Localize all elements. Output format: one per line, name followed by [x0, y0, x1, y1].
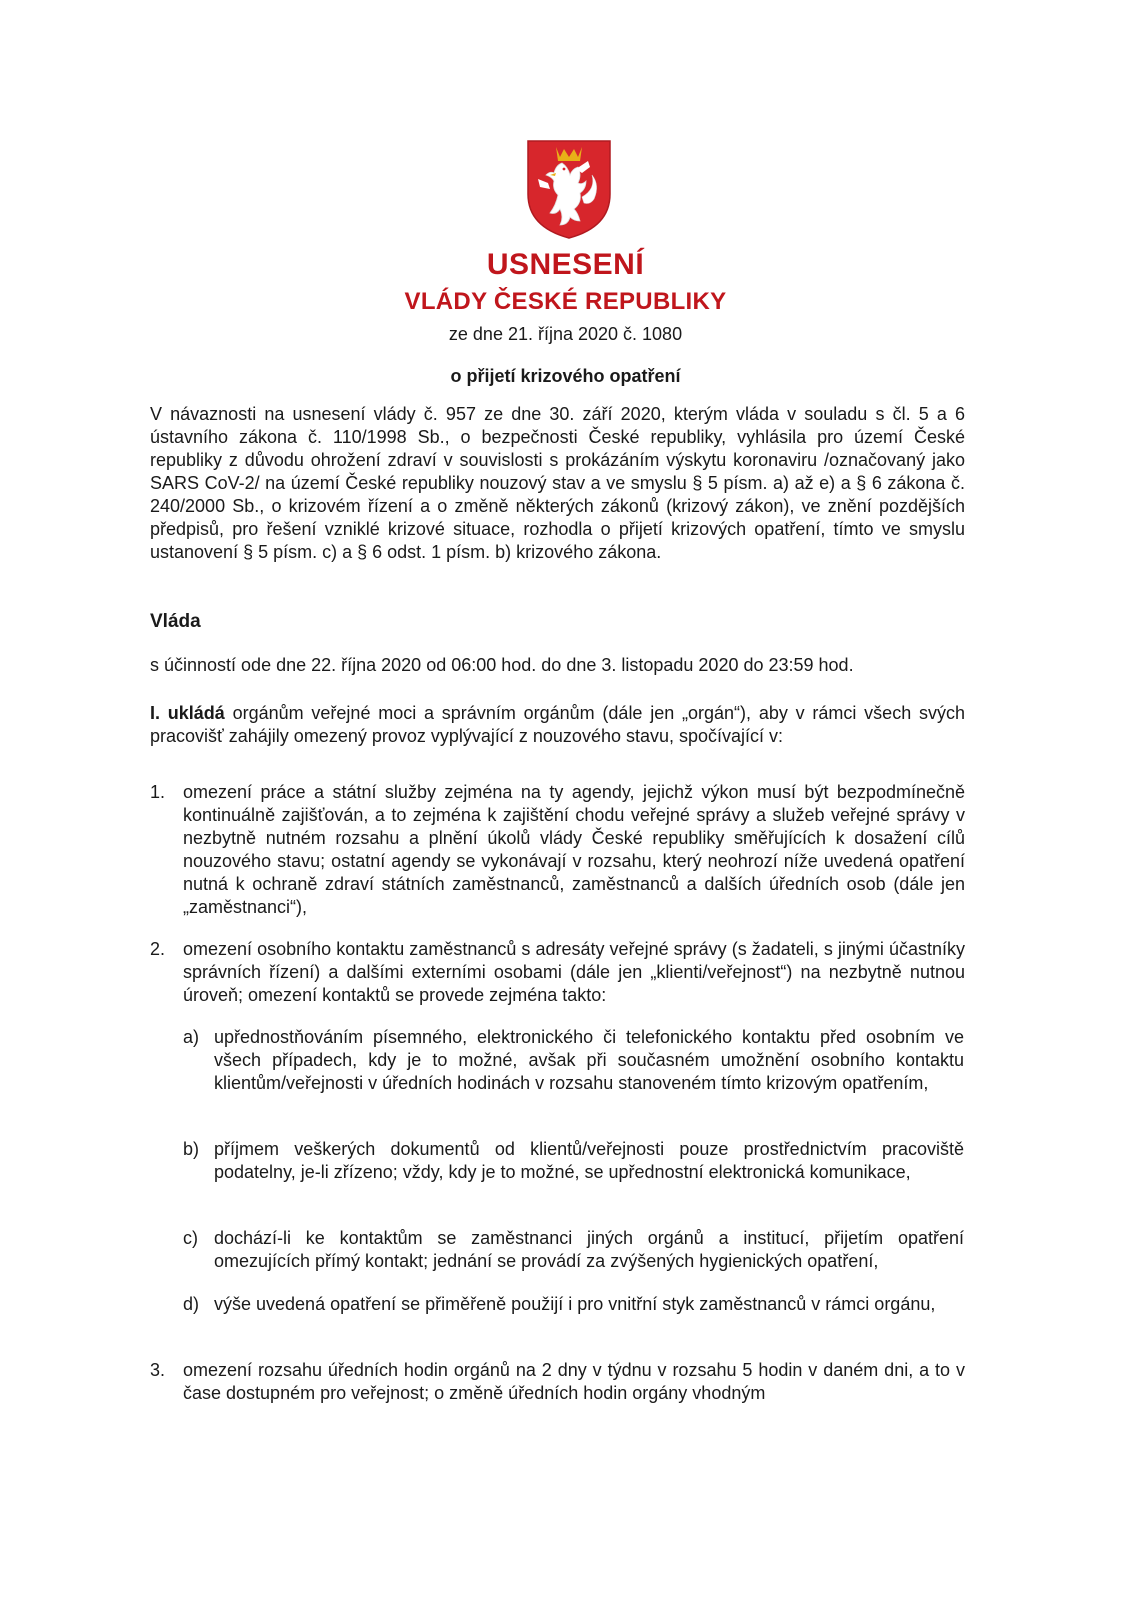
section-i-paragraph [150, 702, 965, 748]
item-number: 3. [150, 1360, 166, 1380]
section-i-lead: I. ukládá [150, 703, 225, 723]
subitem-label: d) [183, 1294, 200, 1314]
document-subtitle: VLÁDY ČESKÉ REPUBLIKY [404, 288, 727, 315]
item-number: 1. [150, 782, 166, 802]
czech-coat-of-arms-icon [526, 139, 612, 240]
item-text: omezení práce a státní služby zejména na ty agendy, jejichž výkon musí být bezpodmínečně kontinuálně zajišťován, a to zejména k zajištění chodu veřejné správy a služeb veřejné správy v nezbytně nutném rozsahu a plnění úkolů vlády České republiky směřujících k dosažení cílů nouzového stavu; ostatní agendy se vykonávají v rozsahu, který neohrozí níže uvedená opatření nutná k ochraně zdraví státních zaměstnanců, zaměstnanců a dalších úředních osob (dále jen „zaměstnanci“), [183, 782, 965, 917]
document-title: USNESENÍ [486, 248, 645, 281]
subitem-text: příjmem veškerých dokumentů od klientů/veřejnosti pouze prostřednictvím pracoviště podatelny, je-li zřízeno; vždy, kdy je to možné, se upřednostní elektronická komunikace, [214, 1139, 964, 1182]
resolution-date: ze dne 21. října 2020 č. 1080 [448, 324, 683, 344]
subitem-text: upřednostňováním písemného, elektronického či telefonického kontaktu před osobním ve všech případech, kdy je to možné, avšak při současném umožnění osobního kontaktu klientům/veřejnosti v úředních hodinách v rozsahu stanoveném tímto krizovým opatřením, [214, 1027, 964, 1093]
subitem-label: b) [183, 1139, 200, 1159]
subitem-text: výše uvedená opatření se přiměřeně použijí i pro vnitřní styk zaměstnanců v rámci orgánu, [214, 1294, 936, 1314]
resolution-subject: o přijetí krizového opatření [450, 366, 681, 386]
subitem-text: dochází-li ke kontaktům se zaměstnanci jiných orgánů a institucí, přijetím opatření omezujících přímý kontakt; jednání se provádí za zvýšených hygienických opatření, [214, 1228, 964, 1271]
section-i-text: orgánům veřejné moci a správním orgánům (dále jen „orgán“), aby v rámci všech svých pracovišť zahájily omezený provoz vyplývající z nouzového stavu, spočívající v: [150, 703, 965, 746]
item-text: omezení osobního kontaktu zaměstnanců s adresáty veřejné správy (s žadateli, s jinými účastníky správních řízení) a dalšími externími osobami (dále jen „klienti/veřejnost“) na nezbytně nutnou úroveň; omezení kontaktů se provede zejména takto: [183, 939, 965, 1005]
government-heading: Vláda [150, 611, 201, 632]
subitem-label: c) [183, 1228, 198, 1248]
intro-paragraph: V návaznosti na usnesení vlády č. 957 ze dne 30. září 2020, kterým vláda v souladu s čl. 5 a 6 ústavního zákona č. 110/1998 Sb., o bezpečnosti České republiky, vyhlásila pro území České republiky z důvodu ohrožení zdraví v souvislosti s prokázáním výskytu koronaviru /označovaný jako SARS CoV-2/ na území České republiky nouzový stav a ve smyslu § 5 písm. a) až e) a § 6 zákona č. 240/2000 Sb., o krizovém řízení a o změně některých zákonů (krizový zákon), ve znění pozdějších předpisů, pro řešení vzniklé krizové situace, rozhodla o přijetí krizových opatření, tímto ve smyslu ustanovení § 5 písm. c) a § 6 odst. 1 písm. b) krizového zákona. [150, 404, 965, 562]
item-text: omezení rozsahu úředních hodin orgánů na 2 dny v týdnu v rozsahu 5 hodin v daném dni, a to v čase dostupném pro veřejnost; o změně úředních hodin orgány vhodným [183, 1360, 965, 1403]
subitem-label: a) [183, 1027, 200, 1047]
item-number: 2. [150, 939, 166, 959]
effective-period: s účinností ode dne 22. října 2020 od 06:00 hod. do dne 3. listopadu 2020 do 23:59 hod. [150, 655, 854, 675]
